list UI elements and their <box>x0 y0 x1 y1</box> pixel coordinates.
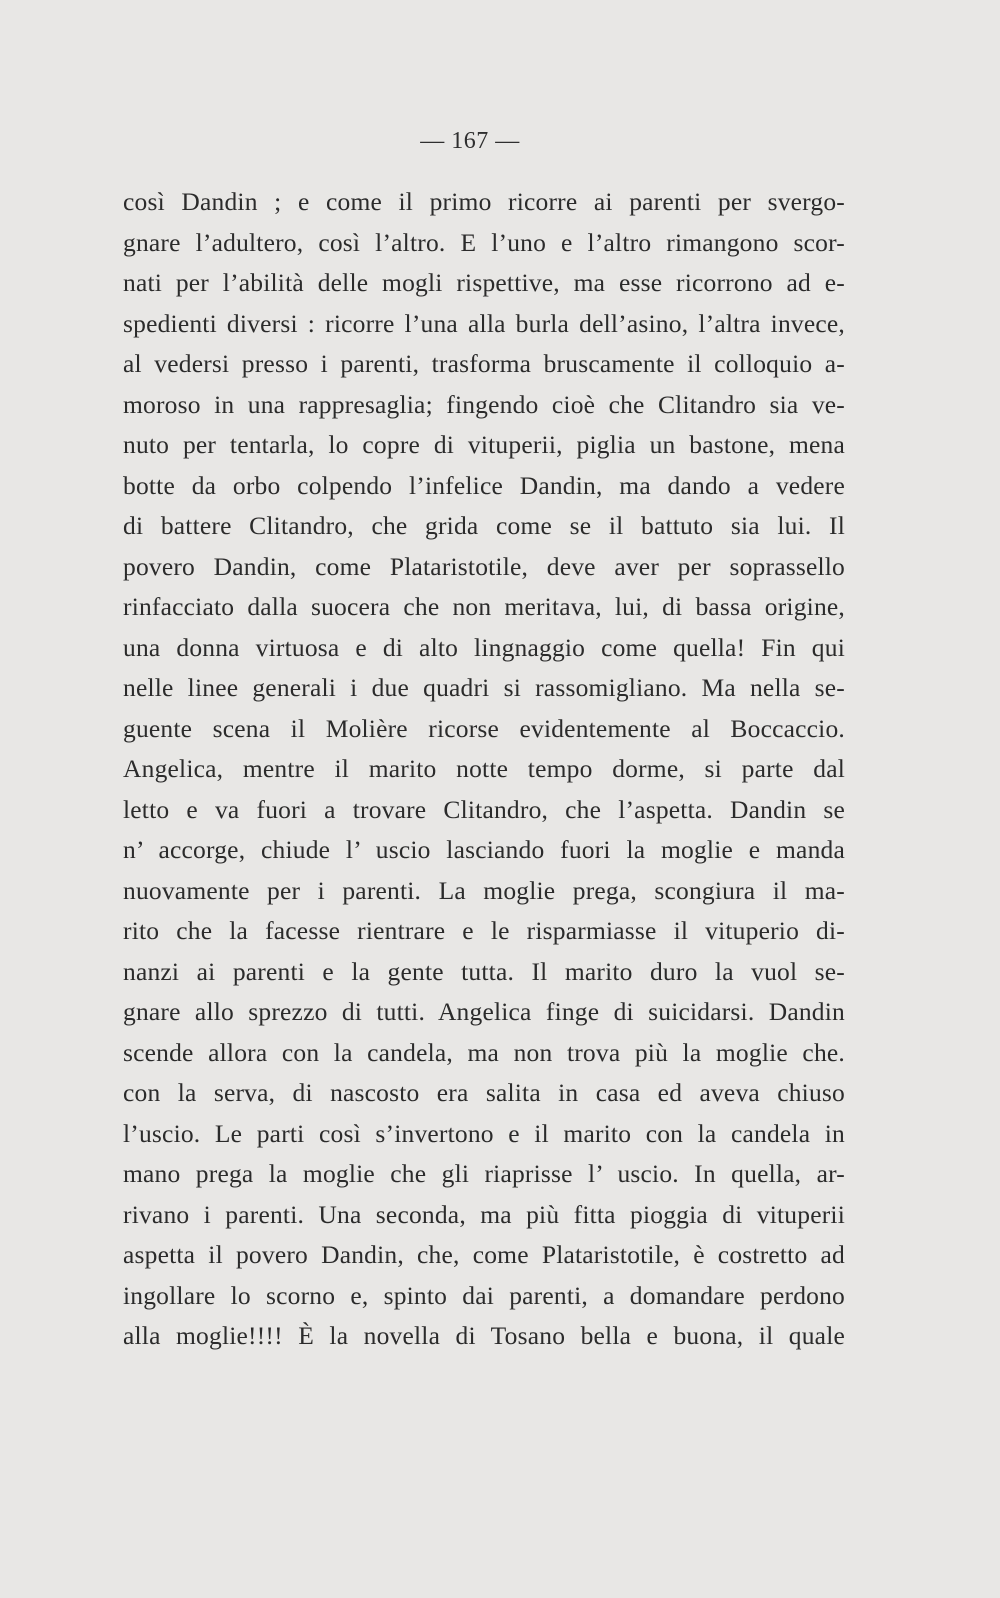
page-number: — 167 — <box>420 128 520 154</box>
text-line: di battere Clitandro, che grida come se il battuto sia lui. Il <box>123 511 845 540</box>
text-line: povero Dandin, come Plataristotile, deve aver per soprassello <box>123 551 845 581</box>
text-line: rivano i parenti. Una seconda, ma più fitta pioggia di vituperii <box>123 1199 845 1229</box>
text-line: aspetta il povero Dandin, che, come Plataristotile, è costretto ad <box>123 1240 845 1269</box>
text-line: nati per l’abilità delle mogli rispettive, ma esse ricorrono ad e- <box>123 268 845 297</box>
text-line: ingollare lo scorno e, spinto dai parenti, a domandare perdono <box>123 1280 845 1310</box>
text-line: spedienti diversi : ricorre l’una alla burla dell’asino, l’altra invece, <box>123 308 845 338</box>
text-line: rinfacciato dalla suocera che non meritava, lui, di bassa origine, <box>123 592 845 621</box>
text-line: rito che la facesse rientrare e le risparmiasse il vituperio di- <box>123 916 845 945</box>
text-line: nanzi ai parenti e la gente tutta. Il marito duro la vuol se- <box>123 956 845 986</box>
text-line: così Dandin ; e come il primo ricorre ai parenti per svergo- <box>123 187 845 216</box>
text-line: una donna virtuosa e di alto lingnaggio come quella! Fin qui <box>123 632 845 662</box>
text-line: Angelica, mentre il marito notte tempo dorme, si parte dal <box>123 754 845 783</box>
text-line: gnare l’adultero, così l’altro. E l’uno e l’altro rimangono scor- <box>123 227 845 257</box>
text-line: gnare allo sprezzo di tutti. Angelica finge di suicidarsi. Dandin <box>123 997 845 1026</box>
text-line: moroso in una rappresaglia; fingendo cioè che Clitandro sia ve- <box>123 389 845 419</box>
text-line: nuto per tentarla, lo copre di vituperii, piglia un bastone, mena <box>123 430 845 459</box>
text-line: alla moglie!!!! È la novella di Tosano bella e buona, il quale <box>123 1321 845 1350</box>
text-line: al vedersi presso i parenti, trasforma bruscamente il colloquio a- <box>123 349 845 378</box>
text-line: scende allora con la candela, ma non trova più la moglie che. <box>123 1037 845 1067</box>
text-line: letto e va fuori a trovare Clitandro, che l’aspetta. Dandin se <box>123 794 845 824</box>
text-line: l’uscio. Le parti così s’invertono e il marito con la candela in <box>123 1118 845 1148</box>
text-line: guente scena il Molière ricorse evidentemente al Boccaccio. <box>123 713 845 743</box>
text-line: mano prega la moglie che gli riaprisse l’ uscio. In quella, ar- <box>123 1159 845 1188</box>
body-text <box>123 182 845 1357</box>
text-line: nuovamente per i parenti. La moglie prega, scongiura il ma- <box>123 875 845 905</box>
text-line: nelle linee generali i due quadri si rassomigliano. Ma nella se- <box>123 673 845 702</box>
text-line: n’ accorge, chiude l’ uscio lasciando fuori la moglie e manda <box>123 835 845 864</box>
text-line: botte da orbo colpendo l’infelice Dandin, ma dando a vedere <box>123 470 845 500</box>
text-line: con la serva, di nascosto era salita in casa ed aveva chiuso <box>123 1078 845 1107</box>
